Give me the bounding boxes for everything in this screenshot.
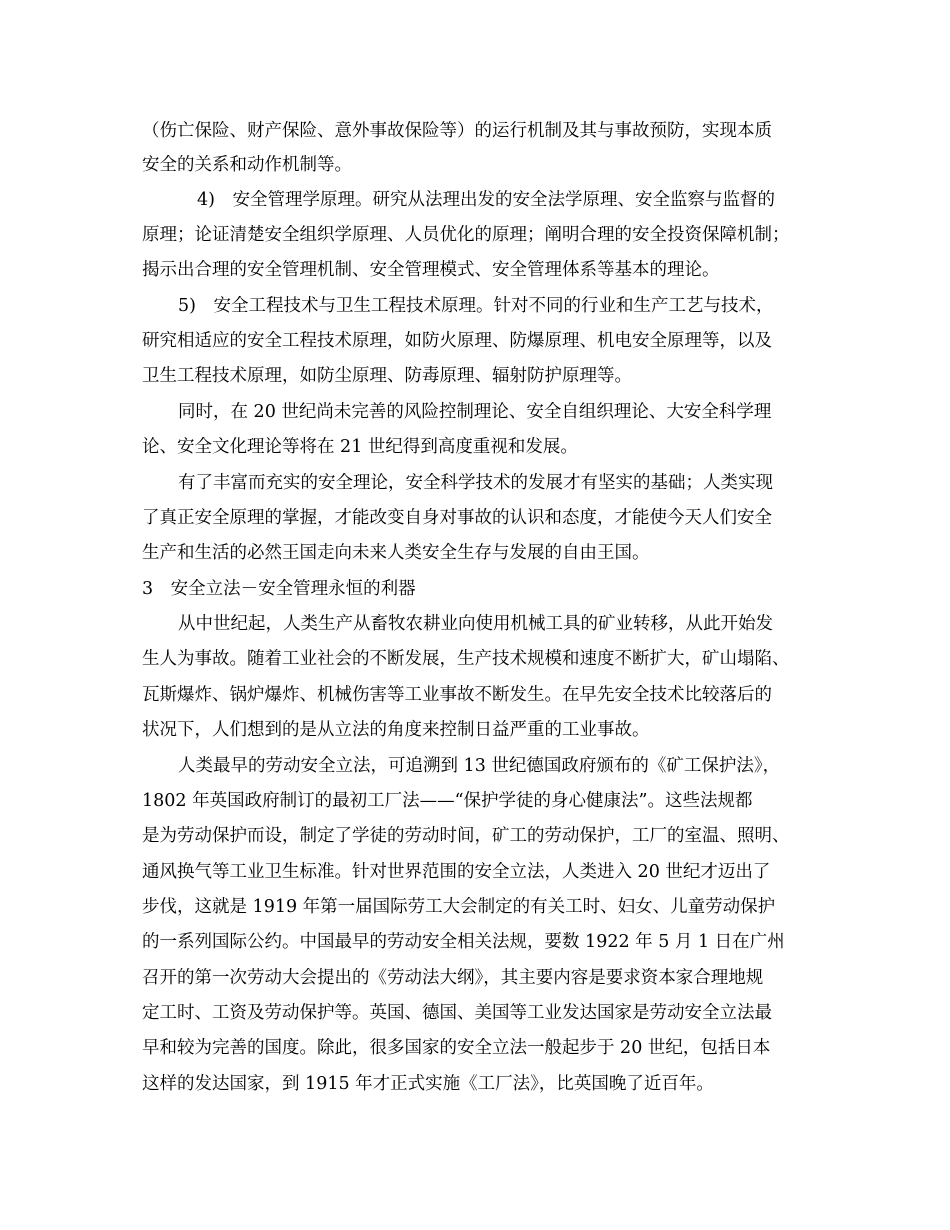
text-line: 步伐，这就是 1919 年第一届国际劳工大会制定的有关工时、妇女、儿童劳动保护 [142,897,776,917]
text-line: 人类最早的劳动安全立法，可追溯到 13 世纪德国政府颁布的《矿工保护法》， [178,756,781,776]
text-line: 这样的发达国家，到 1915 年才正式实施《工厂法》，比英国晚了近百年。 [142,1074,714,1094]
text-line: 1802 年英国政府制订的最初工厂法——“保护学徒的身心健康法”。这些法规都 [142,791,753,811]
text-line: 生产和生活的必然王国走向未来人类安全生存与发展的自由王国。 [142,543,650,563]
text-line: 早和较为完善的国度。除此，很多国家的安全立法一般起步于 20 世纪，包括日本 [142,1038,771,1058]
text-line: 安全的关系和动作机制等。 [142,155,352,175]
text-line: 的一系列国际公约。中国最早的劳动安全相关法规，要数 1922 年 5 月 1 日在广州 [142,932,785,952]
text-line: 5) 安全工程技术与卫生工程技术原理。针对不同的行业和生产工艺与技术， [178,296,774,316]
text-line: 同时，在 20 世纪尚未完善的风险控制理论、安全自组织理论、大安全科学理 [178,402,772,422]
text-line: 瓦斯爆炸、锅炉爆炸、机械伤害等工业事故不断发生。在早先安全技术比较落后的 [142,685,772,705]
text-line: 卫生工程技术原理，如防尘原理、防毒原理、辐射防护原理等。 [142,366,632,386]
text-line: 研究相适应的安全工程技术原理，如防火原理、防爆原理、机电安全原理等，以及 [142,331,772,351]
text-line: 从中世纪起，人类生产从畜牧农耕业向使用机械工具的矿业转移，从此开始发 [178,614,773,634]
text-line: 是为劳动保护而设，制定了学徒的劳动时间，矿工的劳动保护，工厂的室温、照明、 [142,826,790,846]
text-line: 召开的第一次劳动大会提出的《劳动法大纲》，其主要内容是要求资本家合理地规 [142,968,764,988]
text-line: 4) 安全管理学原理。研究从法理出发的安全法学原理、安全监察与监督的 [197,190,775,210]
text-line: 通风换气等工业卫生标准。针对世界范围的安全立法，人类进入 20 世纪才迈出了 [142,862,771,882]
section-heading: 3 安全立法－安全管理永恒的利器 [142,579,416,599]
text-line: （伤亡保险、财产保险、意外事故保险等）的运行机制及其与事故预防，实现本质 [142,121,772,141]
text-line: 原理；论证清楚安全组织学原理、人员优化的原理；阐明合理的安全投资保障机制； [142,225,790,245]
text-line: 生人为事故。随着工业社会的不断发展，生产技术规模和速度不断扩大，矿山塌陷、 [142,649,790,669]
text-line: 论、安全文化理论等将在 21 世纪得到高度重视和发展。 [142,437,578,457]
text-line: 了真正安全原理的掌握，才能改变自身对事故的认识和态度，才能使今天人们安全 [142,508,772,528]
text-line: 状况下，人们想到的是从立法的角度来控制日益严重的工业事故。 [142,720,650,740]
text-line: 定工时、工资及劳动保护等。英国、德国、美国等工业发达国家是劳动安全立法最 [142,1003,772,1023]
text-line: 揭示出合理的安全管理机制、安全管理模式、安全管理体系等基本的理论。 [142,260,720,280]
text-line: 有了丰富而充实的安全理论，安全科学技术的发展才有坚实的基础；人类实现 [178,473,773,493]
